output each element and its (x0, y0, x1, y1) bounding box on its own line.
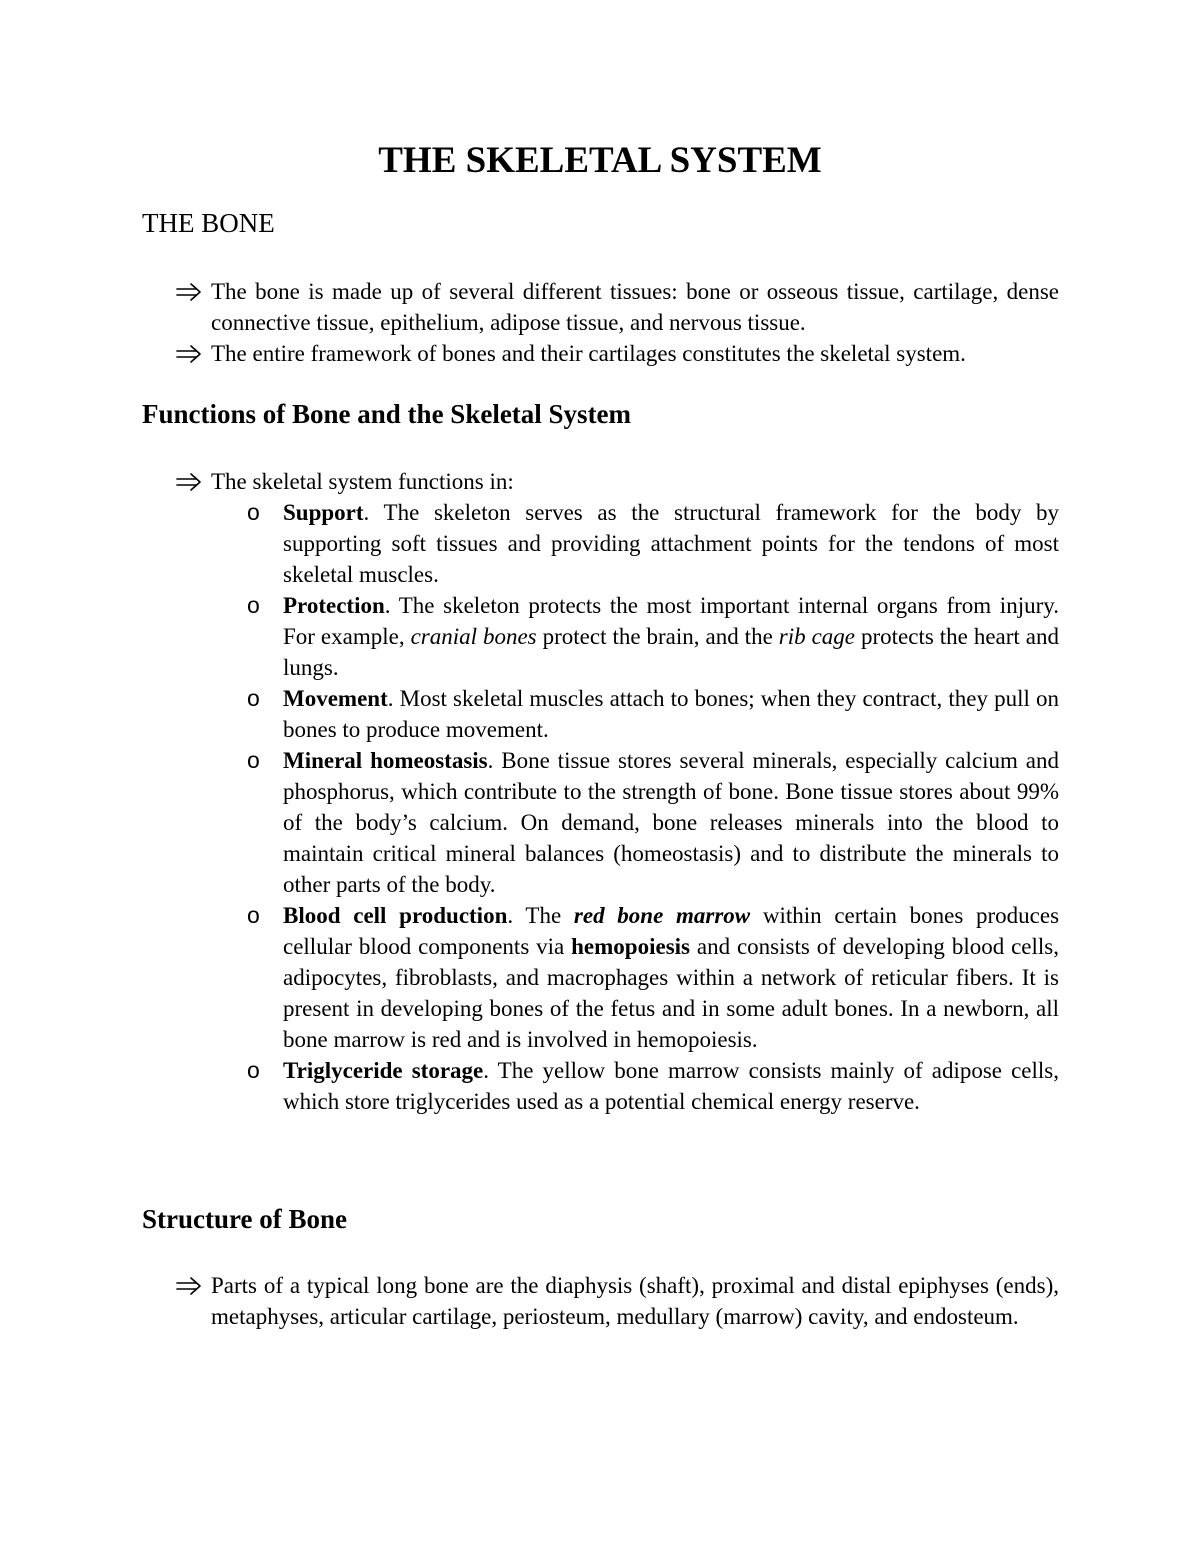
function-item-protection (211, 590, 1059, 683)
bone-list (175, 276, 1059, 369)
function-text: within certain bones produces cellular blood components via (283, 903, 1060, 959)
function-term: Support (283, 500, 364, 525)
structure-list (175, 1270, 1059, 1332)
function-term: Protection (283, 593, 385, 618)
section-heading-functions: Functions of Bone and the Skeletal System (142, 399, 632, 429)
function-text: . The skeleton serves as the structural framework for the body by supporting soft tissues and providing attachment points for the tendons of most skeletal muscles. (283, 500, 1059, 587)
function-text: . Most skeletal muscles attach to bones; when they contract, they pull on bones to produce movement. (283, 686, 1059, 742)
bullet-circle-icon: o (247, 902, 260, 928)
list-item (175, 466, 1059, 1117)
function-text: . Bone tissue stores several minerals, especially calcium and phosphorus, which contribute to the strength of bone. Bone tissue stores about 99% of the body’s calcium. On demand, bone releases minerals into the blood to maintain critical mineral balances (homeostasis) and to distribute the minerals to other parts of the body. (283, 748, 1059, 897)
function-text: . The yellow bone marrow consists mainly of adipose cells, which store triglycerides used as a potential chemical energy reserve. (283, 1058, 1059, 1114)
double-arrow-icon (175, 338, 205, 369)
function-bold-italic-term: red bone marrow (573, 903, 751, 928)
bullet-circle-icon: o (247, 747, 260, 773)
bullet-circle-icon: o (247, 685, 260, 711)
function-term: Triglyceride storage (283, 1058, 484, 1083)
function-item-blood-cell-production (211, 900, 1059, 1055)
double-arrow-icon (175, 1270, 205, 1301)
function-term: Blood cell production (283, 903, 508, 928)
function-item-support (211, 497, 1059, 590)
function-item-mineral-homeostasis (211, 745, 1059, 900)
list-item (175, 276, 1059, 338)
function-term: Movement (283, 686, 388, 711)
function-term: Mineral homeostasis (283, 748, 488, 773)
list-item-text: The entire framework of bones and their cartilages constitutes the skeletal system. (211, 341, 966, 366)
list-item (175, 338, 1059, 369)
function-text: . The (507, 903, 574, 928)
list-item-text: The bone is made up of several different tissues: bone or osseous tissue, cartilage, dense connective tissue, epithelium, adipose tissue, and nervous tissue. (211, 279, 1059, 335)
section-heading-the-bone: THE BONE (142, 208, 275, 238)
function-text: protects the heart and lungs. (283, 624, 1059, 680)
functions-lead-text: The skeletal system functions in: (211, 469, 514, 494)
double-arrow-icon (175, 276, 205, 307)
function-item-triglyceride-storage (211, 1055, 1059, 1117)
bullet-circle-icon: o (247, 1057, 260, 1083)
bullet-circle-icon: o (247, 499, 260, 525)
bullet-circle-icon: o (247, 592, 260, 618)
section-heading-structure: Structure of Bone (142, 1204, 347, 1234)
list-item-text: Parts of a typical long bone are the diaphysis (shaft), proximal and distal epiphyses (ends), metaphyses, articular cartilage, periosteum, medullary (marrow) cavity, and endosteum. (211, 1273, 1059, 1329)
function-text: protect the brain, and the (536, 624, 779, 649)
list-item (175, 1270, 1059, 1332)
function-italic-term: rib cage (778, 624, 855, 649)
function-text: . The skeleton protects the most important internal organs from injury. For example, (283, 593, 1059, 649)
function-text: and consists of developing blood cells, adipocytes, fibroblasts, and macrophages within a network of reticular fibers. It is present in developing bones of the fetus and in some adult bones. In a newborn, all bone marrow is red and is involved in hemopoiesis. (283, 934, 1059, 1052)
function-italic-term: cranial bones (410, 624, 537, 649)
function-item-movement (211, 683, 1059, 745)
functions-list (175, 466, 1059, 1117)
function-bold-term: hemopoiesis (571, 934, 690, 959)
page-title: THE SKELETAL SYSTEM (378, 140, 822, 181)
functions-bullets (211, 497, 1059, 1117)
double-arrow-icon (175, 466, 205, 497)
